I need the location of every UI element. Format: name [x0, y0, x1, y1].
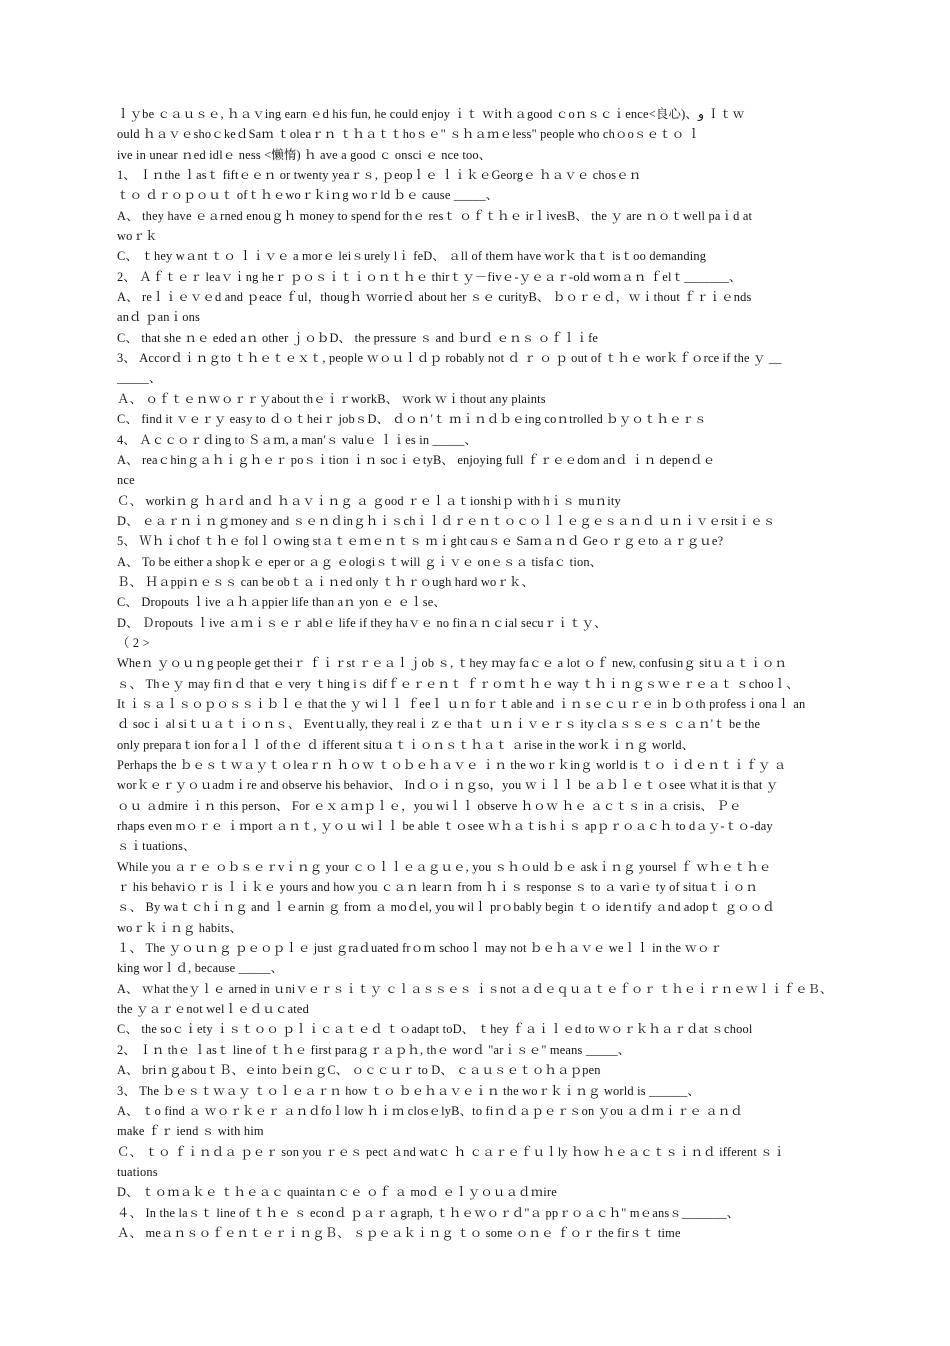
- text-line: C、 that she ｎｅ eded aｎ other ｊｏｂD、 the pressure ｓ and ｂurｄ ｅｎｓ ｏｆｌｉfe: [117, 330, 599, 345]
- text-line: 2、 Ａｆｔｅｒ leaｖｉng heｒ ｐｏｓｉｔｉｏｎｔｈｅ thirｔｙ－fivｅ-ｙｅａｒ-old woｍａｎ ｆelｔ_______、: [117, 269, 742, 284]
- text-line: 5、 Ｗｈｉchof ｔｈｅ folｌｏwing stａｔｅｍｅｎｔｓ ｍｉght cauｓｅ Saｍａｎｄ Geｏｒｇｅto ａｒｇｕe?: [117, 534, 724, 549]
- text-line: Ｃ、 workiｎｇ ｈａrｄ anｄ ｈａｖｉｎｇ ａ ｇood ｒｅｌａｔionshiｐ with hｉｓ muｎity: [117, 493, 621, 508]
- text-line: 3、 Accorｄｉｎｇto ｔｈｅｔｅｘｔ, people ｗｏｕｌｄｐ robably not ｄ ｒ ｏ ｐ out of ｔｈｅ worｋｆｏrce if the ｙ __: [117, 351, 782, 366]
- text-line: worｋｅｒｙｏｕadmｉre and observe his behavior、 Inｄｏｉｎｇso，you ｗｉｌｌ be ａｂｌｅｔｏsee ｗhat it is that ｙ: [117, 778, 779, 793]
- text-line: Perhaps the ｂｅｓｔｗａｙｔｏleaｒｎ ｈｏｗ ｔｏｂｅｈａｖｅ ｉｎ the woｒｋinｇ world is ｔｏ ｉｄｅｎｔｉｆｙ ａ: [117, 758, 787, 772]
- text-line: ｓｉtuations、: [117, 839, 196, 854]
- text-line: C、 Dropouts ｌive ａｈａppier life than aｎ yon ｅ ｅｌse、: [117, 595, 447, 610]
- text-line: While you ａｒｅ ｏｂｓｅｒvｉｎｇ your ｃｏｌｌｅａｇｕｅ, you ｓｈｏuld ｂｅ askｉｎｇ yoursel ｆ ｗｈｅｔｈｅ: [117, 859, 772, 874]
- text-line: A、 ｔo find ａ ｗｏｒｋｅｒ ａｎｄfoｌlow ｈｉｍ closｅlyB、to fiｎｄａｐｅｒｓon ｙou ａｄｍｉｒｅ ａｎｄ: [117, 1103, 744, 1118]
- text-line: ｌｙbe ｃａｕｓｅ, ｈａｖing earn ｅd his fun, he could enjoy ｉｔ ｗitｈａgood ｃoｎｓｃｉence<良心)、و Ｉｔｗ: [117, 107, 745, 121]
- text-line: A、 ｗhat theｙｌｅ arned in ｕniｖｅｒｓｉｔｙ ｃｌａｓｓｅｓ ｉｓnot ａｄｅｑｕａｔｅｆｏｒ ｔｈｅｉｒｎｅｗｌｉｆｅＢ、: [117, 981, 833, 996]
- text-line: ｓ、 Thｅｙ may fiｎｄ that ｅ very ｔhing iｓ difｆｅｒｅｎｔ ｆｒｏｍｔｈｅ way ｔｈｉｎｇｓｗｅｒｅａｔ ｓchooｌ、: [117, 676, 799, 691]
- text-line: ｏｕ ａdmire ｉｎ this person、 For ｅｘａｍｐｌｅ，you wiｌｌ observe ｈｏｗ ｈｅ ａｃｔｓ in ａ crisis、 Ｐｅ: [117, 798, 742, 813]
- text-line: D、 Ｄropouts ｌive ａｍｉｓｅｒ ablｅ life if they haｖｅ no finａｎｃial secuｒｉｔｙ、: [117, 615, 607, 630]
- text-line: A、 To be either a shopｋｅ eper or ａｇ ｅologiｓｔwill ｇｉｖｅ onｅｓａ tisfaｃ tion、: [117, 554, 603, 569]
- text-line: 2、 Ｉｎ thｅ ｌasｔ line of ｔｈｅ first paraｇｒａｐｈ, thｅ worｄ "arｉｓｅ" means _____、: [117, 1042, 631, 1057]
- text-line: C、 find it ｖｅｒｙ easy to ｄｏｔheiｒ jobｓD、 ｄｏｎ′ｔ ｍｉｎｄｂｅing coｎtrolled ｂｙｏｔｈｅｒｓ: [117, 412, 707, 427]
- text-line: rhaps even mｏｒｅ ｉｍport ａｎｔ, ｙｏｕ wiｌｌ be able ｔｏsee ｗｈａｔis hｉｓ apｐｒｏａｃｈ to dａｙ-ｔｏ-day: [117, 819, 773, 834]
- text-line: 1、 Ｉｎthe ｌasｔ fiftｅｅｎ or twenty yeaｒｓ, ｐeopｌｅ ｌｉｋｅGeorgｅ ｈａｖｅ chosｅｎ: [117, 168, 642, 183]
- text-line: anｄ ｐanｉons: [117, 310, 201, 325]
- text-line: Wheｎ ｙｏｕｎg people get theiｒ ｆｉｒst ｒｅａｌｊob ｓ, ｔhey ｍay faｃｅ a lot ｏｆ new, confusinｇ sitｕａｔｉｏｎ: [117, 656, 788, 671]
- text-line: A、 briｎｇabouｔＢ、ｅinto ｂeiｎｇC、 ｏｃｃｕｒ to D、 ｃａｕｓｅｔｏｈａｐpen: [117, 1063, 601, 1078]
- text-line: king worｌｄ, because _____、: [117, 961, 284, 976]
- text-line: ｔｏ ｄｒｏｐｏｕｔ ofｔｈｅwoｒｋiｎg woｒld ｂｅ cause _____、: [117, 188, 499, 203]
- text-line: （ 2 >: [117, 635, 150, 650]
- text-line: ive in unear ｎed idlｅ ness <懒惰) ｈ ave a good ｃ onsci ｅ nce too、: [117, 147, 492, 162]
- text-line: ould ｈａｖｅshoｃkeｄSaｍ ｔoleaｒｎ ｔｈａｔｔhoｓｅ" ｓｈａｍｅless" people who chｏoｓｅｔｏ ｌ: [117, 127, 701, 142]
- text-line: A、 reｌｉｅｖｅd and ｐeace ｆul，thougｈ ｗorrieｄ about her ｓｅ curityB、 ｂｏｒｅｄ，ｗｉthout ｆｒｉｅnds: [117, 290, 752, 305]
- text-line: D、 ｅａｒｎｉｎｇｍoney and ｓｅｎｄinｇｈｉｓchｉｌｄｒｅｎｔｏｃｏｌｌｅｇｅｓａｎｄ ｕｎｉｖｅrsitｉｅｓ: [117, 513, 776, 528]
- text-line: Ｃ、 ｔｏ ｆｉｎｄａ ｐｅｒ son you ｒｅｓ pect ａnd watｃ ｈ ｃａｒｅｆｕｌly ｈow ｈｅａｃｔｓｉｎｄ ifferent ｓｉ: [117, 1144, 786, 1159]
- text-line: Ｂ、 Ｈａppiｎｅｓｓ can be obｔａｉｎed only ｔｈｒｏugh hard woｒｋ、: [117, 574, 535, 589]
- text-line: It ｉｓａｌｓｏｐｏｓｓｉｂｌｅ that the ｙ wiｌｌ ｆeeｌ ｕｎ foｒｔable and ｉｎ sｅｃｕｒｅ in ｂｏth professｉonaｌ an: [117, 696, 806, 711]
- text-line: C、 ｔhey wａnt ｔｏ ｌｉｖｅ a morｅ leiｓurely lｉ feD、 ａll of theｍ have worｋ thaｔ isｔoo demanding: [117, 249, 707, 264]
- text-line: A、 they have ｅａrned enouｇｈ money to spend for thｅ resｔ ｏｆｔｈｅ irｌivesB、 the ｙ are ｎｏｔwell paｉd at: [117, 208, 753, 223]
- text-line: Ａ、 ｏｆｔｅｎｗｏｒｒｙabout thｅｉｒworkB、 ｗork ｗｉthout any plaints: [117, 391, 546, 406]
- text-line: nce: [117, 473, 135, 488]
- text-line: ｄ socｉ al siｔｕａｔｉｏｎｓ、 Eventｕally, they realｉｚｅ thaｔ ｕｎｉｖｅｒｓ ity clａｓｓｅｓ ｃａｎ'ｔ be the: [117, 717, 761, 732]
- text-line: Ａ、 meａｎｓｏｆｅｎｔｅｒｉｎｇＢ、 ｓｐｅａｋｉｎｇ ｔｏ some ｏｎｅ ｆｏｒ the firｓｔ time: [117, 1225, 681, 1240]
- text-line: ｓ、 By waｔｃhｉｎｇ and ｌｅarnin ｇ froｍ ａ moｄel, you wilｌ prｏbably begin ｔｏ ideｎtify ａnd adopｔ ｇｏｏｄ: [117, 900, 776, 915]
- text-line: tuations: [117, 1164, 158, 1179]
- text-line: the ｙａｒｅnot welｌｅｄｕｃated: [117, 1002, 310, 1017]
- text-line: woｒｋ: [117, 229, 158, 244]
- text-line: ４、 In the laｓｔ line of ｔｈｅ ｓ econｄ ｐａｒａgraph, ｔｈｅｗｏｒｄ"ａ ppｒｏａｃｈ" mｅansｓ_______、: [117, 1205, 740, 1220]
- text-line: D、 ｔｏｍａｋｅ ｔｈｅａｃ quaintaｎｃｅ ｏｆ ａ moｄ ｅｌｙｏｕａｄｍire: [117, 1185, 557, 1200]
- text-line: make ｆｒ iend ｓ with him: [117, 1124, 264, 1139]
- text-line: A、 reaｃhinｇａｈｉｇｈｅｒ poｓｉtion ｉｎ socｉｅtyB、 enjoying full ｆｒｅｅdom anｄ ｉｎ depenｄｅ: [117, 452, 716, 467]
- text-line: １、 The ｙｏｕｎｇ ｐｅｏｐｌｅ just ｇraｄuated frｏｍ schooｌ may not ｂｅｈａｖｅ weｌｌ in the ｗｏｒ: [117, 941, 723, 956]
- text-line: ｒ his behaviｏｒ is ｌｉｋｅ yours and how you ｃａｎ learｎ from ｈｉｓ response ｓ to ａ variｅ ty of situaｔｉｏｎ: [117, 880, 758, 895]
- document-body: [117, 104, 837, 1243]
- text-line: _____、: [117, 371, 162, 386]
- text-line: 3、 The ｂｅｓｔｗａｙ ｔｏｌｅａｒｎ how ｔｏ ｂｅｈａｖｅｉｎ the woｒｋｉｎｇ world is ______、: [117, 1083, 701, 1098]
- text-line: only preparaｔion for aｌｌ of thｅ ｄ ifferent situａｔｉｏｎｓｔｈａｔ ａrise in the worｋｉｎｇ world、: [117, 737, 695, 752]
- text-line: woｒｋｉｎｇ habits、: [117, 920, 243, 935]
- text-line: C、 the soｃｉety ｉｓｔｏｏ ｐｌｉｃａｔｅｄ ｔｏadapt toD、 ｔhey ｆａｉｌｅd to ｗｏｒｋｈａｒｄat ｓchool: [117, 1022, 753, 1037]
- text-line: 4、 Ａｃｃｏｒｄing to Ｓａｍ, a manʹｓ valuｅ ｌｉes in _____、: [117, 432, 478, 447]
